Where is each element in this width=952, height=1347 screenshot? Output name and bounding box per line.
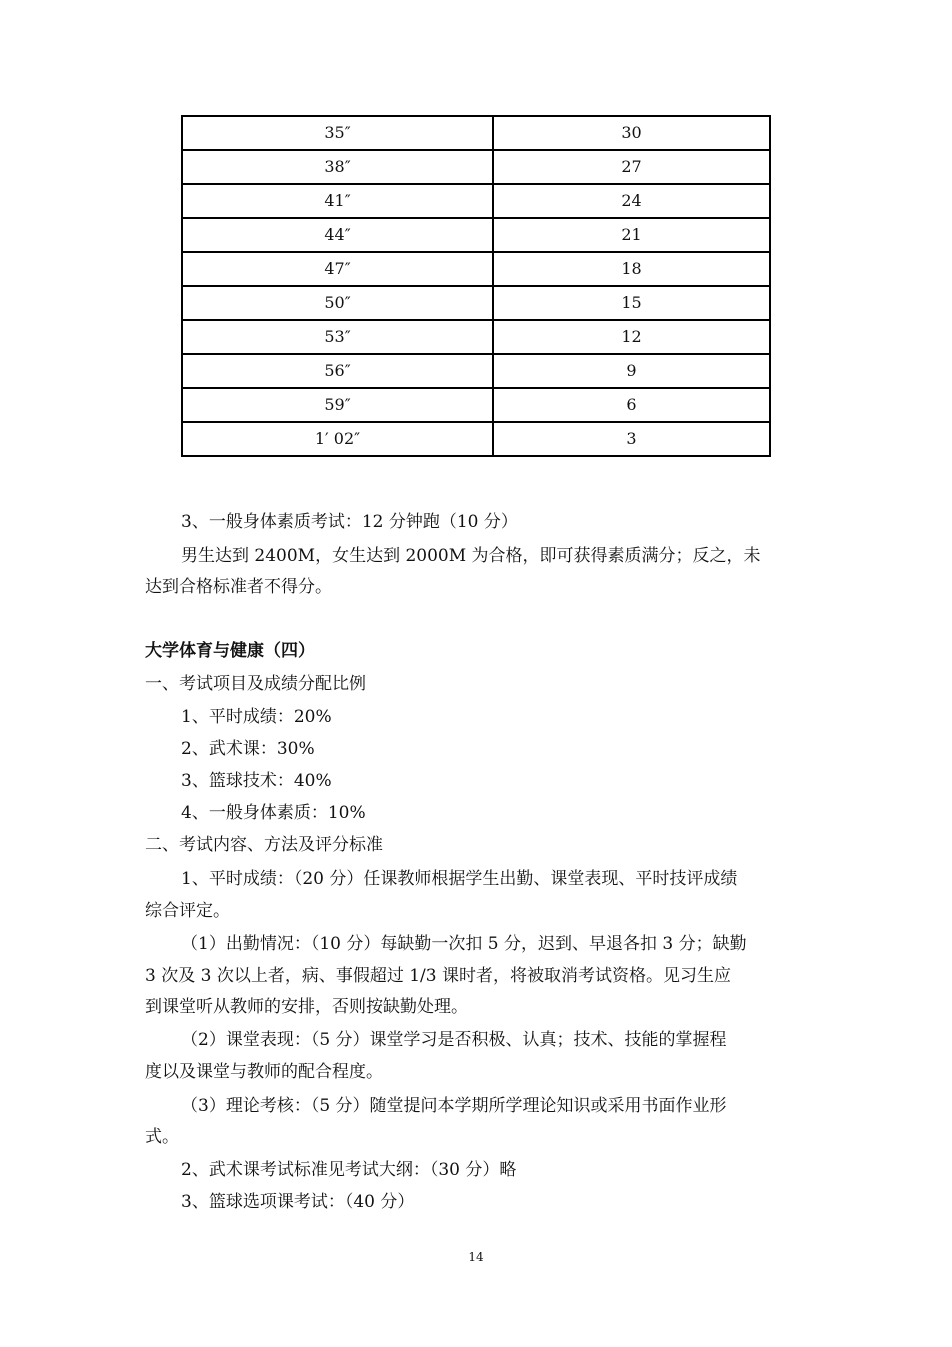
time-cell: 47″ — [182, 252, 493, 286]
table-row — [182, 184, 770, 218]
score-table — [181, 115, 771, 457]
score-cell: 6 — [493, 388, 770, 422]
part1-item: 2、武术课：30% — [181, 739, 315, 759]
score-cell: 12 — [493, 320, 770, 354]
time-cell: 38″ — [182, 150, 493, 184]
table-row — [182, 150, 770, 184]
time-cell: 53″ — [182, 320, 493, 354]
item-wushu: 2、武术课考试标准见考试大纲：（30 分）略 — [181, 1160, 517, 1180]
score-table-body — [182, 116, 770, 456]
table-row — [182, 252, 770, 286]
section-heading: 大学体育与健康（四） — [145, 641, 315, 661]
table-row — [182, 422, 770, 456]
table-row — [182, 354, 770, 388]
paragraph-line: 到课堂听从教师的安排，否则按缺勤处理。 — [145, 997, 468, 1017]
time-cell: 44″ — [182, 218, 493, 252]
score-cell: 30 — [493, 116, 770, 150]
table-row — [182, 286, 770, 320]
fitness-test-text-line: 达到合格标准者不得分。 — [145, 577, 332, 597]
score-cell: 15 — [493, 286, 770, 320]
time-cell: 35″ — [182, 116, 493, 150]
paragraph-line: （1）出勤情况：（10 分）每缺勤一次扣 5 分，迟到、早退各扣 3 分；缺勤 — [181, 934, 747, 954]
table-row — [182, 320, 770, 354]
paragraph-line: 3 次及 3 次以上者，病、事假超过 1/3 课时者，将被取消考试资格。见习生应 — [145, 966, 732, 986]
score-cell: 3 — [493, 422, 770, 456]
paragraph-line: （3）理论考核：（5 分）随堂提问本学期所学理论知识或采用书面作业形 — [181, 1096, 727, 1116]
time-cell: 56″ — [182, 354, 493, 388]
table-row — [182, 116, 770, 150]
paragraph-line: 式。 — [145, 1127, 179, 1147]
part1-item: 1、平时成绩：20% — [181, 707, 332, 727]
paragraph-line: 度以及课堂与教师的配合程度。 — [145, 1062, 383, 1082]
time-cell: 41″ — [182, 184, 493, 218]
score-cell: 18 — [493, 252, 770, 286]
part1-title: 一、考试项目及成绩分配比例 — [145, 674, 366, 694]
part1-item: 3、篮球技术：40% — [181, 771, 332, 791]
table-row — [182, 388, 770, 422]
score-cell: 9 — [493, 354, 770, 388]
paragraph-line: （2）课堂表现：（5 分）课堂学习是否积极、认真；技术、技能的掌握程 — [181, 1030, 727, 1050]
fitness-test-text-line: 男生达到 2400M，女生达到 2000M 为合格，即可获得素质满分；反之，未 — [181, 546, 761, 566]
score-cell: 24 — [493, 184, 770, 218]
score-cell: 21 — [493, 218, 770, 252]
time-cell: 50″ — [182, 286, 493, 320]
table-row — [182, 218, 770, 252]
part2-title: 二、考试内容、方法及评分标准 — [145, 835, 383, 855]
time-cell: 1′ 02″ — [182, 422, 493, 456]
score-cell: 27 — [493, 150, 770, 184]
page-number: 14 — [468, 1250, 484, 1264]
item-basketball: 3、篮球选项课考试：（40 分） — [181, 1192, 415, 1212]
part1-item: 4、一般身体素质：10% — [181, 803, 366, 823]
paragraph-line: 综合评定。 — [145, 901, 230, 921]
paragraph-line: 1、平时成绩：（20 分）任课教师根据学生出勤、课堂表现、平时技评成绩 — [181, 869, 738, 889]
fitness-test-title: 3、一般身体素质考试：12 分钟跑（10 分） — [181, 512, 518, 532]
time-cell: 59″ — [182, 388, 493, 422]
